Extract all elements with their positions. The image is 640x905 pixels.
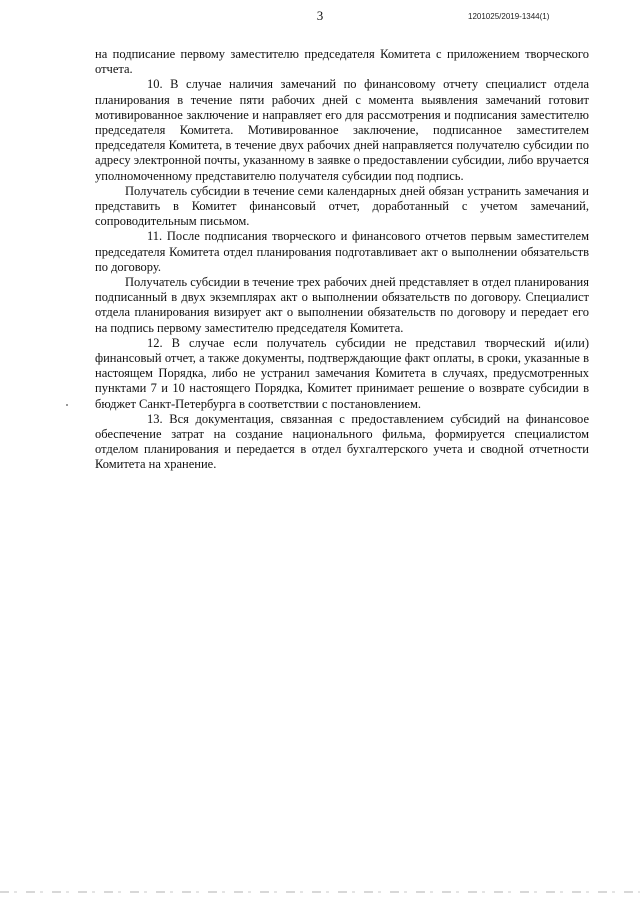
page-number: 3 <box>316 8 324 23</box>
document-id: 1201025/2019-1344(1) <box>468 12 550 21</box>
paragraph-item-11: 11. После подписания творческого и финансового отчетов первым заместителем председателя Комитета отдел планирования подготавливает акт о выполнении обязательств по договору. <box>95 229 589 274</box>
document-body <box>95 47 589 473</box>
paragraph-item-13: 13. Вся документация, связанная с предоставлением субсидий на финансовое обеспечение затрат на создание национального фильма, формируется специалистом отделом планирования и передается в отдел бухгалтерского учета и сводной отчетности Комитета на хранение. <box>95 411 589 472</box>
paragraph-item-10: 10. В случае наличия замечаний по финансовому отчету специалист отдела планирования в течение пяти рабочих дней с момента выявления замечаний готовит мотивированное заключение и направляет его для рассмотрения и подписания заместителю председателя Комитета. Мотивированное заключение, подписанное заместителем председателя Комитета, в течение двух рабочих дней направляется получателю субсидии по адресу электронной почты, указанному в заявке о предоставлении субсидии, либо вручается уполномоченному представителю получателя субсидии под подпись. <box>95 77 589 183</box>
scan-noise-line <box>0 891 640 893</box>
paragraph-fix-remarks: Получатель субсидии в течение семи календарных дней обязан устранить замечания и представить в Комитет финансовый отчет, доработанный с учетом замечаний, сопроводительным письмом. <box>95 183 589 229</box>
paragraph-item-12: 12. В случае если получатель субсидии не представил творческий и(или) финансовый отчет, а также документы, подтверждающие факт оплаты, в сроки, указанные в настоящем Порядка, либо не устранил замечания Комитета в случаях, предусмотренных пунктами 7 и 10 настоящего Порядка, Комитет принимает решение о возврате субсидии в бюджет Санкт-Петербурга в соответствии с постановлением. <box>95 335 589 411</box>
paragraph-act-signing: Получатель субсидии в течение трех рабочих дней представляет в отдел планирования подписанный в двух экземплярах акт о выполнении обязательств по договору. Специалист отдела планирования визирует акт о выполнении обязательств по договору и передает его на подпись первому заместителю председателя Комитета. <box>95 275 589 335</box>
scan-speck <box>66 404 68 406</box>
paragraph-continuation: на подписание первому заместителю председателя Комитета с приложением творческого отчета. <box>95 47 589 77</box>
